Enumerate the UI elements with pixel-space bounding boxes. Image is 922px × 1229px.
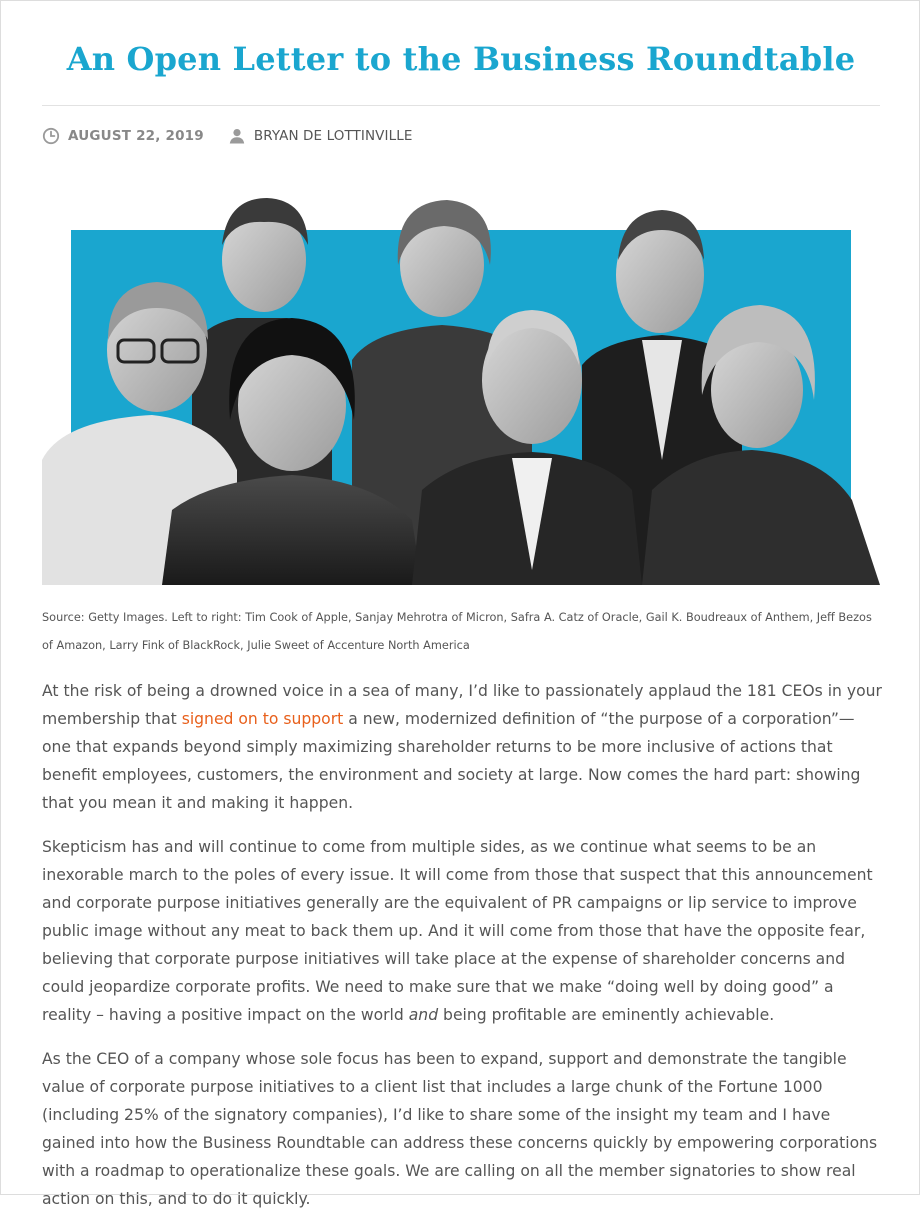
paragraph-1-text-a: At the risk of being a drowned voice in a sea of many, I’d like to passionately applaud the 181 CEOs in your membership that (42, 682, 882, 728)
image-caption: Source: Getty Images. Left to right: Tim Cook of Apple, Sanjay Mehrotra of Micron, Safra A. Catz of Oracle, Gail K. Boudreaux of Anthem, Jeff Bezos of Amazon, Larry Fink of BlackRock, Julie Sweet of Accenture North America (42, 611, 872, 652)
paragraph-2 (42, 833, 882, 1029)
hero-image (42, 190, 880, 585)
post-date: AUGUST 22, 2019 (68, 128, 204, 144)
paragraph-2-text-a: Skepticism has and will continue to come from multiple sides, as we continue what seems to be an inexorable march to the poles of every issue. It will come from those that suspect that this announcement and corporate purpose initiatives generally are the equivalent of PR campaigns or lip service to improve public image without any meat to back them up. And it will come from those that have the opposite fear, believing that corporate purpose initiatives will take place at the expense of shareholder concerns and could jeopardize corporate profits. We need to make sure that we make “doing well by doing good” a reality – having a positive impact on the world (42, 838, 873, 1024)
title-divider (42, 105, 880, 106)
clock-icon (42, 127, 60, 145)
signed-on-to-support-link[interactable]: signed on to support (181, 710, 344, 728)
paragraph-3: As the CEO of a company whose sole focus has been to expand, support and demonstrate the tangible value of corporate purpose initiatives to a client list that includes a large chunk of the Fortune 1000 (including 25% of the signatory companies), I’d like to share some of the insight my team and I have gained into how the Business Roundtable can address these concerns quickly by empowering corporations with a roadmap to operationalize these goals. We are calling on all the member signatories to show real action on this, and to do it quickly. (42, 1050, 878, 1208)
post-title: An Open Letter to the Business Roundtable (66, 40, 856, 78)
paragraph-2-emphasis: and (408, 1006, 439, 1024)
paragraph-2-text-b: being profitable are eminently achievable. (438, 1006, 775, 1024)
user-icon (228, 127, 246, 145)
article-body (42, 677, 882, 1229)
post-meta (42, 126, 412, 146)
paragraph-1-text-b: a new, modernized definition of “the purpose of a corporation”— one that expands beyond simply maximizing shareholder returns to be more inclusive of actions that benefit employees, customers, the environment and society at large. Now comes the hard part: showing that you mean it and making it happen. (42, 710, 861, 812)
paragraph-1 (42, 677, 882, 817)
post-author-link[interactable]: BRYAN DE LOTTINVILLE (253, 128, 413, 144)
